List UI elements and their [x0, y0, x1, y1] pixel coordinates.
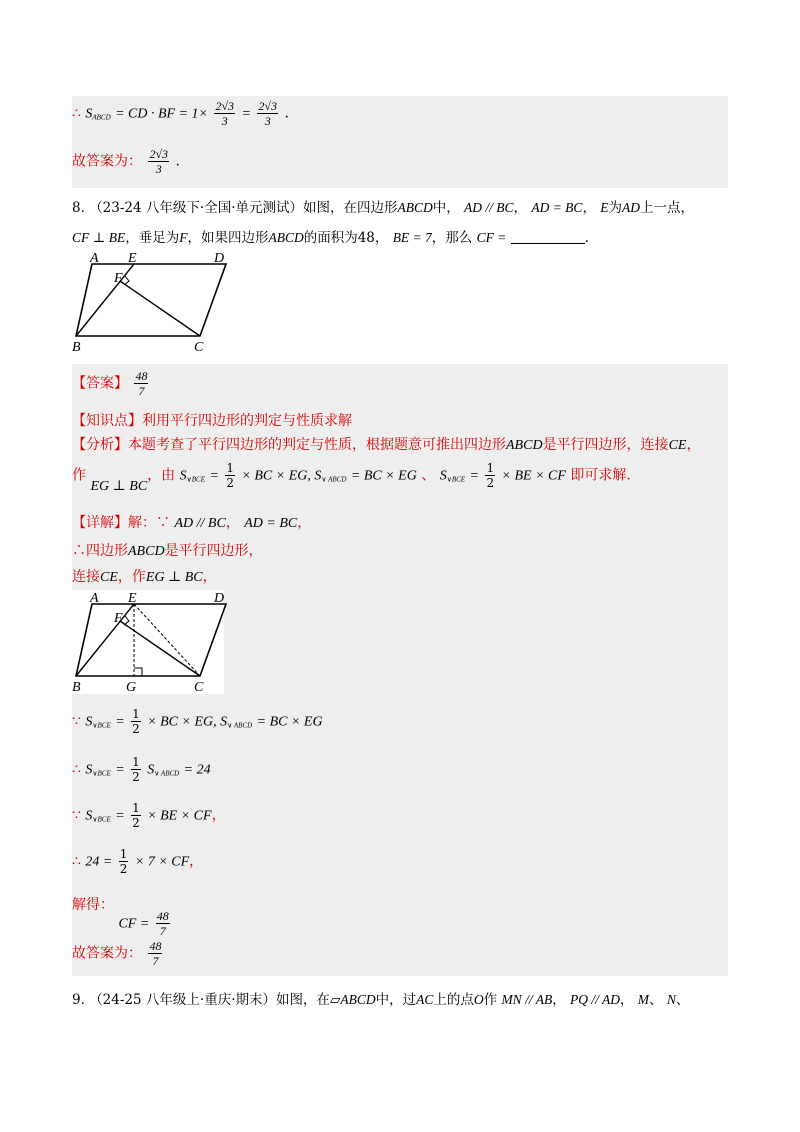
knowledge-line: 【知识点】利用平行四边形的判定与性质求解 — [72, 413, 352, 429]
step-1: ∵ $S_{\vee BCE}$ = $\frac{1}{2}$ × BC × EG, $S_{\vee ABCD}$ = BC × EG — [72, 707, 323, 736]
detail-line-3: 连接CE，作EG ⊥ BC， — [72, 569, 217, 585]
fraction: $\frac{1}{2}$ — [119, 847, 128, 876]
fraction: $\frac{2√3}{3}$ — [215, 99, 235, 128]
label-G: G — [126, 680, 137, 695]
label-A: A — [90, 591, 99, 606]
prev-answer-line: 故答案为： $\frac{2√3}{3}$ . — [72, 147, 180, 176]
label-A: A — [90, 251, 99, 266]
label-F: F — [114, 611, 123, 626]
q8-line-1: 8. （23-24 八年级下·全国·单元测试）如图，在四边形ABCD中， AD // BC， AD = BC， E为AD上一点， — [72, 200, 694, 216]
label-B: B — [72, 680, 81, 695]
fraction: $\frac{1}{2}$ — [132, 755, 140, 784]
label-D: D — [214, 591, 225, 606]
step-5: 解得： CF = $\frac{48}{7}$ — [72, 897, 169, 938]
answer-blank — [511, 231, 585, 244]
step-4: ∴ 24 = $\frac{1}{2}$ × 7 × CF， — [72, 847, 204, 876]
analysis-line-2: 作 EG ⊥ BC，由 $S_{\vee BCE}$ = $\frac{1}{2}$ × BC × EG, $S_{\vee ABCD}$ = BC × EG 、 $S_{\vee BCE}$ = $\frac{1}{2}$ × BE × CF 即可求解. — [72, 461, 631, 494]
figure-parallelogram-1 — [68, 248, 238, 356]
step-3: ∵ $S_{\vee BCE}$ = $\frac{1}{2}$ × BE × CF， — [72, 801, 226, 830]
prev-area-line: ∴ $S_{ABCD}$ = CD · BF = 1× $\frac{2√3}{3}$ = $\frac{2√3}{3}$ . — [72, 99, 289, 128]
fraction: $\frac{48}{7}$ — [149, 939, 162, 968]
label-C: C — [194, 680, 204, 695]
q8-line-2: CF ⊥ BE，垂足为F，如果四边形ABCD的面积为48， BE = 7，那么 CF = . — [72, 230, 589, 246]
answer-line: 【答案】 $\frac{48}{7}$ — [72, 369, 148, 398]
detail-line-2: ∴四边形ABCD是平行四边形， — [72, 543, 263, 559]
fraction: $\frac{1}{2}$ — [132, 707, 140, 736]
fraction: $\frac{1}{2}$ — [486, 461, 495, 490]
label-B: B — [72, 340, 81, 355]
final-answer-line: 故答案为： $\frac{48}{7}$ — [72, 939, 162, 968]
label-C: C — [194, 340, 204, 355]
fraction: $\frac{2√3}{3}$ — [258, 99, 278, 128]
label-F: F — [114, 271, 123, 286]
q9-line-1: 9. （24-25 八年级上·重庆·期末）如图，在▱ABCD中，过AC上的点O作 MN // AB， PQ // AD， M、 N、 — [72, 992, 690, 1008]
analysis-line-1: 【分析】本题考查了平行四边形的判定与性质，根据题意可推出四边形ABCD是平行四边形，连接CE， — [72, 437, 701, 453]
step-2: ∴ $S_{\vee BCE}$ = $\frac{1}{2}$ $S_{\vee ABCD} = 24$ — [72, 755, 211, 784]
fraction: $\frac{48}{7}$ — [156, 908, 169, 938]
fraction: $\frac{1}{2}$ — [226, 461, 234, 490]
fraction: $\frac{1}{2}$ — [132, 801, 140, 830]
figure-parallelogram-2 — [68, 588, 238, 696]
label-E: E — [128, 591, 137, 606]
fraction: $\frac{2√3}{3}$ — [149, 147, 169, 176]
label-D: D — [214, 251, 225, 266]
label-E: E — [128, 251, 137, 266]
fraction: $\frac{48}{7}$ — [135, 369, 148, 398]
detail-line-1: 【详解】解：∵ AD // BC， AD = BC， — [72, 515, 312, 531]
